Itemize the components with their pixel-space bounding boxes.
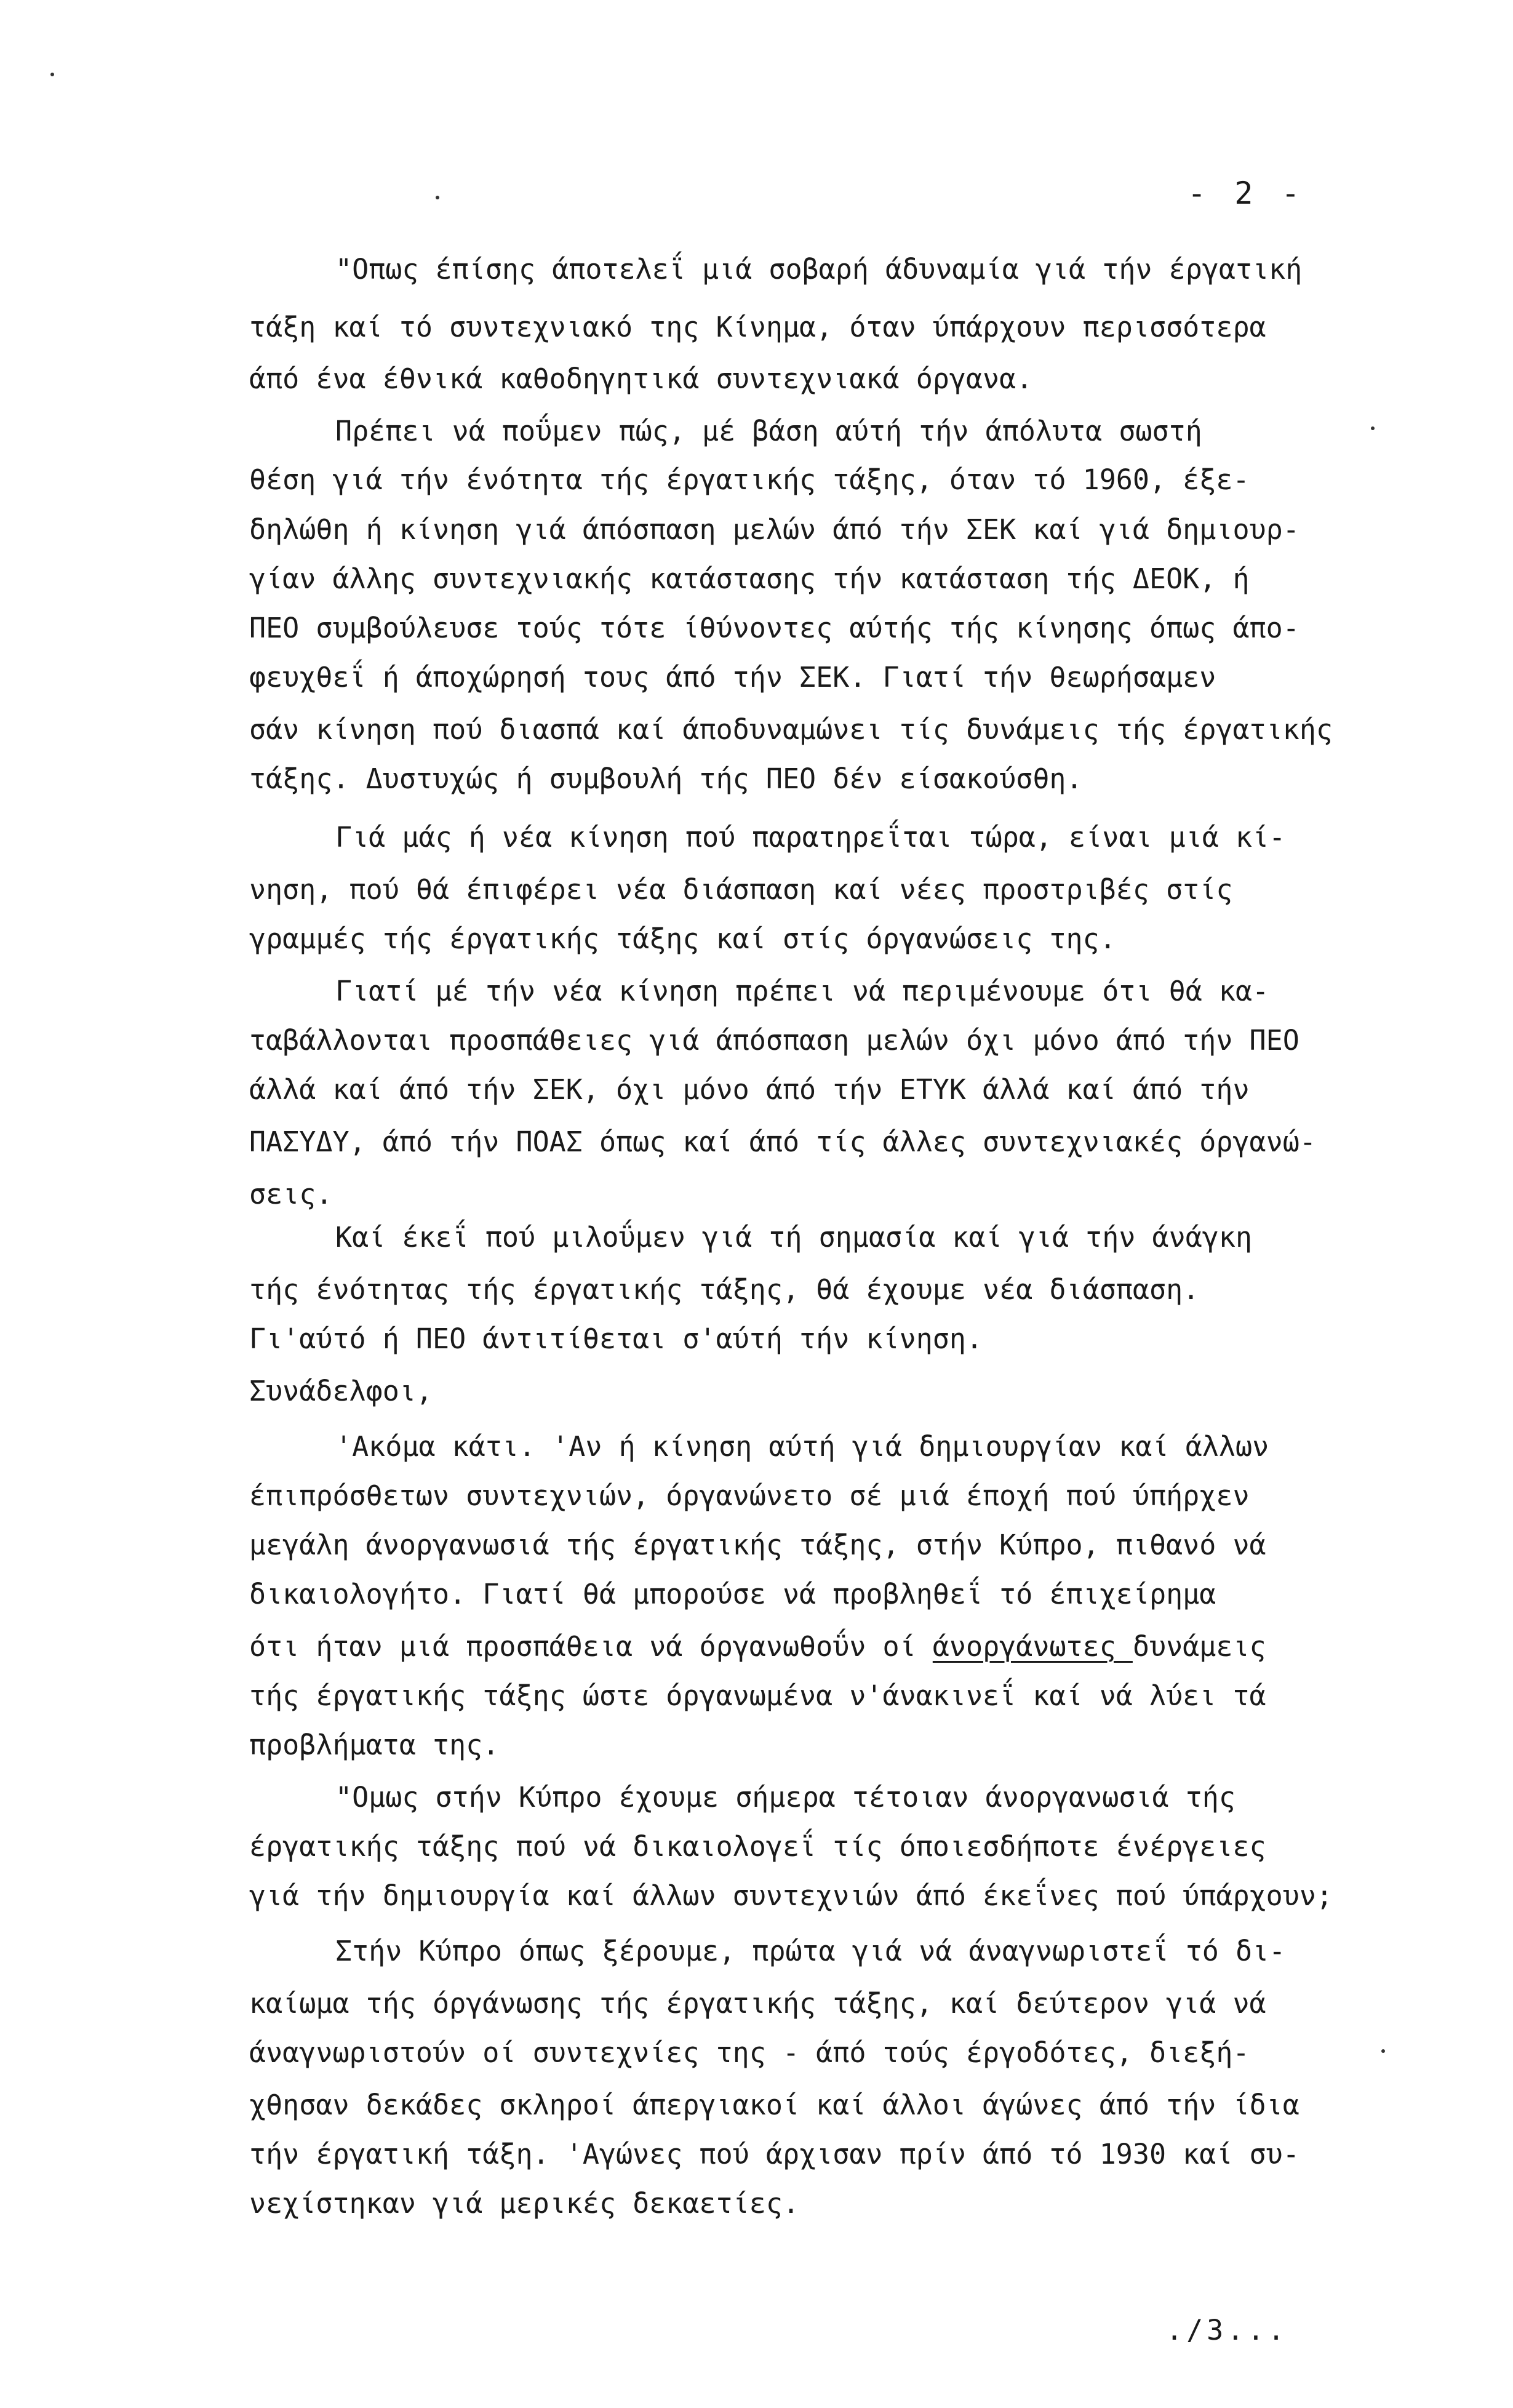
text-line: σεις.	[249, 1178, 333, 1210]
text-line: Πρέπει νά ποΰμεν πώς, μέ βάση αύτή τήν άπόλυτα σωστή	[335, 415, 1202, 447]
text-line: Γιά μάς ή νέα κίνηση πού παρατηρεΐται τώρα, είναι μιά κί-	[335, 821, 1286, 854]
text-line: δηλώθη ή κίνηση γιά άπόσπαση μελών άπό τήν ΣΕΚ καί γιά δημιουρ-	[249, 513, 1299, 546]
scan-speck	[50, 73, 54, 76]
text-line: 'Ακόμα κάτι. 'Αν ή κίνηση αύτή γιά δημιουργίαν καί άλλων	[335, 1430, 1269, 1463]
text-line: προβλήματα της.	[249, 1729, 500, 1761]
text-line: "Ομως στήν Κύπρο έχουμε σήμερα τέτοιαν άνοργανωσιά τής	[335, 1781, 1236, 1814]
text-line	[249, 1630, 1266, 1663]
text-line: τάξης. Δυστυχώς ή συμβουλή τής ΠΕΟ δέν είσακούσθη.	[249, 762, 1083, 795]
scan-speck	[1381, 2049, 1385, 2053]
text-line: ταβάλλονται προσπάθειες γιά άπόσπαση μελών όχι μόνο άπό τήν ΠΕΟ	[249, 1024, 1299, 1057]
text-line: γραμμές τής έργατικής τάξης καί στίς όργανώσεις της.	[249, 922, 1116, 955]
text-line: τής ένότητας τής έργατικής τάξης, θά έχουμε νέα διάσπαση.	[249, 1273, 1200, 1306]
text-line: θέση γιά τήν ένότητα τής έργατικής τάξης, όταν τό 1960, έξε-	[249, 463, 1250, 496]
text-line: άλλά καί άπό τήν ΣΕΚ, όχι μόνο άπό τήν ΕΤΥΚ άλλά καί άπό τήν	[249, 1073, 1250, 1106]
text-line: Στήν Κύπρο όπως ξέρουμε, πρώτα γιά νά άναγνωριστεΐ τό δι-	[335, 1935, 1286, 1967]
text-line: γιά τήν δημιουργία καί άλλων συντεχνιών άπό έκεΐνες πού ύπάρχουν;	[249, 1879, 1333, 1912]
text-segment: ότι ήταν μιά προσπάθεια νά όργανωθοΰν οί	[249, 1630, 933, 1663]
text-line: δικαιολογήτο. Γιατί θά μπορούσε νά προβληθεΐ τό έπιχείρημα	[249, 1578, 1216, 1610]
text-line: φευχθεΐ ή άποχώρησή τους άπό τήν ΣΕΚ. Γιατί τήν θεωρήσαμεν	[249, 661, 1216, 694]
page-number: - 2 -	[1188, 175, 1305, 211]
text-line: άπό ένα έθνικά καθοδηγητικά συντεχνιακά όργανα.	[249, 362, 1033, 395]
text-line: Συνάδελφοι,	[249, 1375, 433, 1407]
text-line: έπιπρόσθετων συντεχνιών, όργανώνετο σέ μιά έποχή πού ύπήρχεν	[249, 1479, 1250, 1512]
text-line: έργατικής τάξης πού νά δικαιολογεΐ τίς όποιεσδήποτε ένέργειες	[249, 1830, 1266, 1863]
text-line: χθησαν δεκάδες σκληροί άπεργιακοί καί άλλοι άγώνες άπό τήν ίδια	[249, 2089, 1299, 2121]
text-line: Γι'αύτό ή ΠΕΟ άντιτίθεται σ'αύτή τήν κίνηση.	[249, 1322, 983, 1355]
text-line: τής έργατικής τάξης ώστε όργανωμένα ν'άνακινεΐ καί νά λύει τά	[249, 1679, 1266, 1712]
text-segment: δυνάμεις	[1132, 1630, 1266, 1663]
scan-speck	[1371, 426, 1375, 430]
text-line: Γιατί μέ τήν νέα κίνηση πρέπει νά περιμένουμε ότι θά κα-	[335, 975, 1269, 1007]
text-line: νηση, πού θά έπιφέρει νέα διάσπαση καί νέες προστριβές στίς	[249, 873, 1233, 906]
text-line: μεγάλη άνοργανωσιά τής έργατικής τάξης, στήν Κύπρο, πιθανό νά	[249, 1529, 1266, 1561]
text-line: τάξη καί τό συντεχνιακό της Κίνημα, όταν ύπάρχουν περισσότερα	[249, 311, 1266, 343]
text-line: ΠΕΟ συμβούλευσε τούς τότε ίθύνοντες αύτής τής κίνησης όπως άπο-	[249, 612, 1299, 644]
text-line: καίωμα τής όργάνωσης τής έργατικής τάξης, καί δεύτερον γιά νά	[249, 1987, 1266, 2020]
text-line: άναγνωριστούν οί συντεχνίες της - άπό τούς έργοδότες, διεξή-	[249, 2036, 1250, 2069]
text-line: "Οπως έπίσης άποτελεΐ μιά σοβαρή άδυναμία γιά τήν έργατική	[335, 253, 1303, 286]
scan-speck	[436, 196, 439, 199]
underlined-word: άνοργάνωτες	[932, 1630, 1133, 1663]
text-line: ΠΑΣΥΔΥ, άπό τήν ΠΟΑΣ όπως καί άπό τίς άλλες συντεχνιακές όργανώ-	[249, 1126, 1316, 1158]
text-line: νεχίστηκαν γιά μερικές δεκαετίες.	[249, 2187, 800, 2220]
text-line: τήν έργατική τάξη. 'Αγώνες πού άρχισαν πρίν άπό τό 1930 καί συ-	[249, 2138, 1299, 2170]
continuation-marker: ./3...	[1166, 2314, 1288, 2346]
text-line: σάν κίνηση πού διασπά καί άποδυναμώνει τίς δυνάμεις τής έργατικής	[249, 713, 1333, 746]
text-line: Καί έκεΐ πού μιλοΰμεν γιά τή σημασία καί γιά τήν άνάγκη	[335, 1221, 1253, 1254]
text-line: γίαν άλλης συντεχνιακής κατάστασης τήν κατάσταση τής ΔΕΟΚ, ή	[249, 562, 1250, 595]
